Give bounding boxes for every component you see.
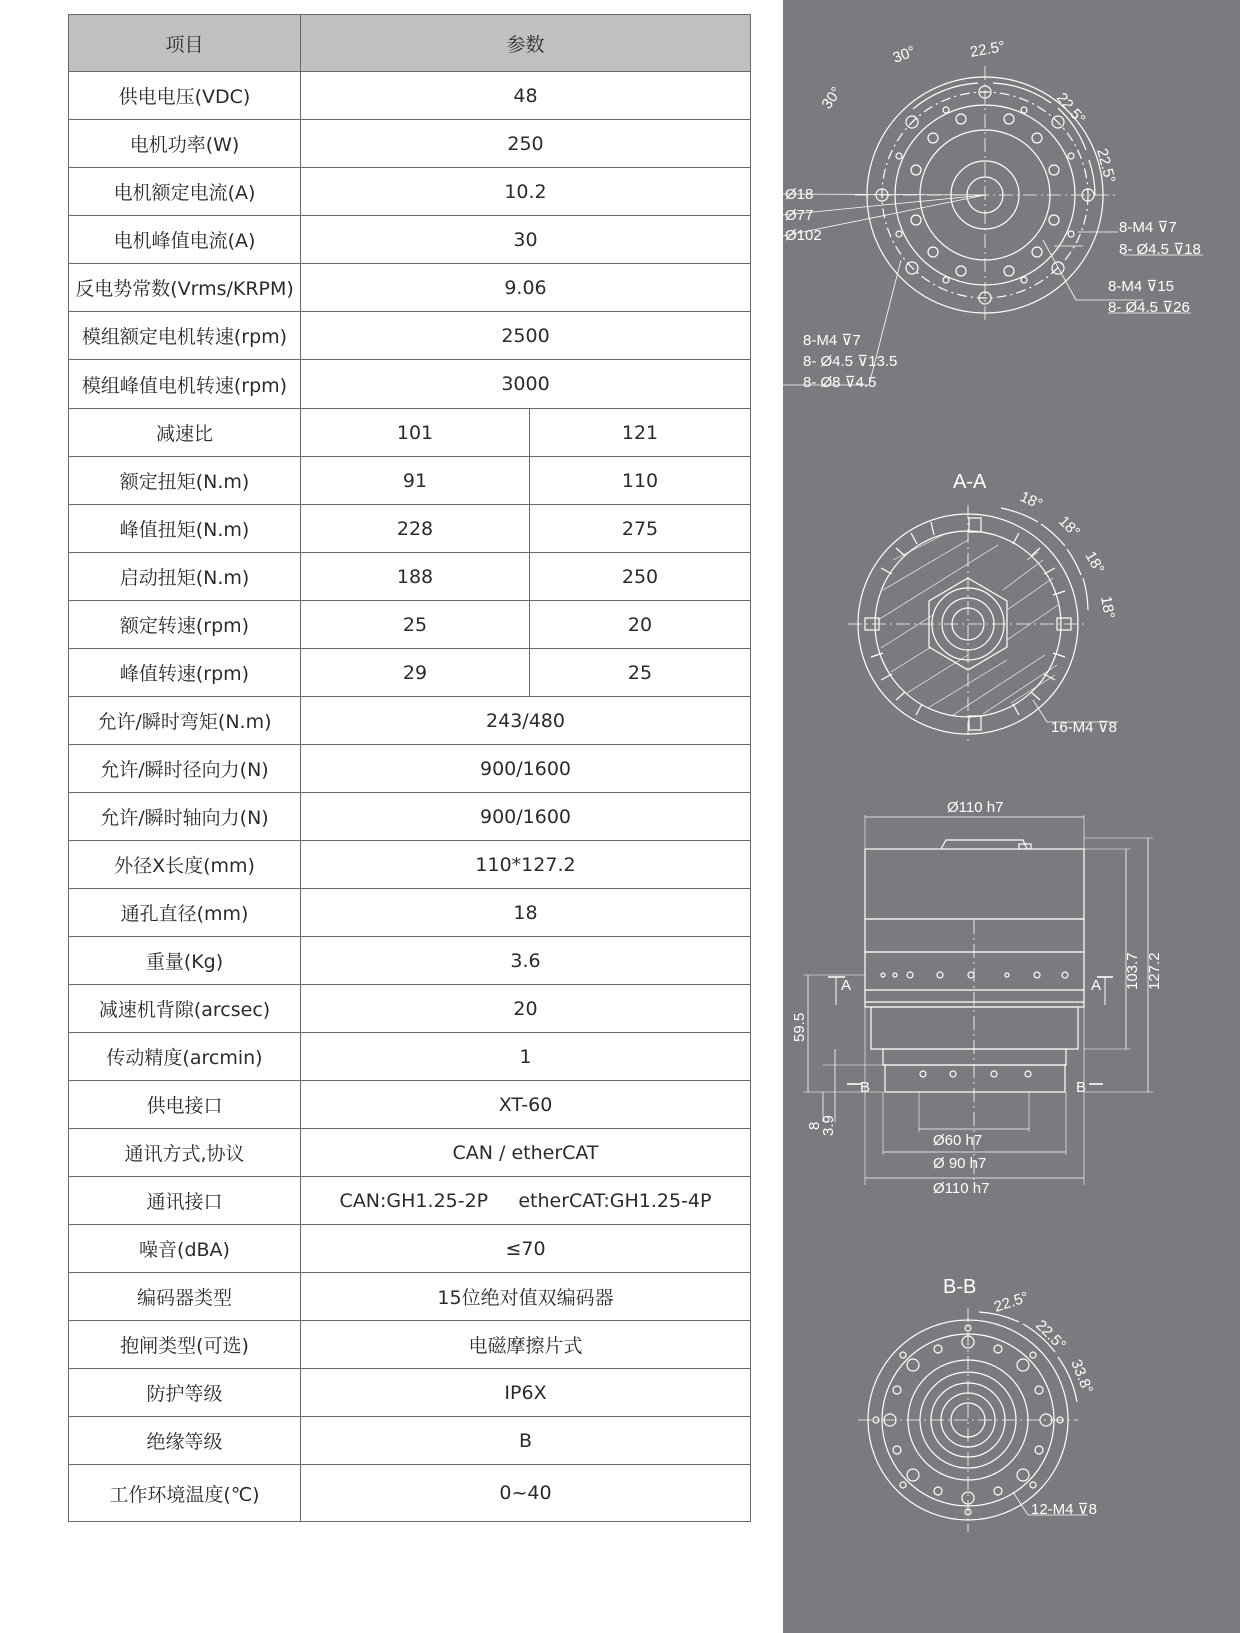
row-label: 防护等级: [69, 1369, 301, 1417]
row-value-1: 91: [301, 457, 530, 505]
table-row: [69, 793, 751, 841]
row-value: 110*127.2: [301, 841, 751, 889]
row-value: ≤70: [301, 1225, 751, 1273]
front-angle-4: 22.5°: [1052, 89, 1089, 128]
row-label: 减速机背隙(arcsec): [69, 985, 301, 1033]
table-row: [69, 360, 751, 409]
table-row: [69, 1177, 751, 1225]
row-value: IP6X: [301, 1369, 751, 1417]
table-row: [69, 1417, 751, 1465]
aa-angle-2: 18°: [1055, 512, 1084, 541]
table-row: [69, 649, 751, 697]
table-row: [69, 409, 751, 457]
row-value: XT-60: [301, 1081, 751, 1129]
row-value: 10.2: [301, 168, 751, 216]
row-label: 通讯方式,协议: [69, 1129, 301, 1177]
row-label: 编码器类型: [69, 1273, 301, 1321]
table-row: [69, 1033, 751, 1081]
side-dim-top: Ø110 h7: [947, 799, 1004, 816]
row-value: 3.6: [301, 937, 751, 985]
table-row: [69, 601, 751, 649]
side-dim-l1: 59.5: [791, 1012, 808, 1042]
row-value-2: 20: [530, 601, 751, 649]
side-view-labels: [791, 799, 1163, 1197]
row-value-1: 25: [301, 601, 530, 649]
table-row: [69, 120, 751, 168]
row-label: 模组峰值电机转速(rpm): [69, 360, 301, 409]
front-thread-3c: 8- Ø8 ⊽4.5: [803, 374, 877, 391]
row-label: 反电势常数(Vrms/KRPM): [69, 264, 301, 312]
table-row: [69, 697, 751, 745]
row-label: 额定扭矩(N.m): [69, 457, 301, 505]
row-value: 3000: [301, 360, 751, 409]
row-value: 15位绝对值双编码器: [301, 1273, 751, 1321]
row-value: 18: [301, 889, 751, 937]
table-row: [69, 457, 751, 505]
technical-drawings: [783, 0, 1240, 1633]
aa-angle-1: 18°: [1017, 488, 1046, 514]
table-header-row: [69, 15, 751, 72]
aa-angle-3: 18°: [1081, 548, 1108, 577]
front-dim-d77: Ø77: [785, 207, 814, 224]
row-label: 噪音(dBA): [69, 1225, 301, 1273]
row-label: 外径X长度(mm): [69, 841, 301, 889]
front-thread-3a: 8-M4 ⊽7: [803, 332, 861, 349]
front-angle-2: 22.5°: [968, 38, 1007, 61]
side-dim-l2: 8: [806, 1121, 823, 1130]
section-bb-title: B-B: [943, 1276, 977, 1298]
row-value: 900/1600: [301, 793, 751, 841]
front-thread-2b: 8- Ø4.5 ⊽26: [1108, 299, 1190, 316]
row-label: 峰值扭矩(N.m): [69, 505, 301, 553]
front-angle-1: 30°: [890, 43, 918, 67]
table-row: [69, 1225, 751, 1273]
table-row: [69, 1129, 751, 1177]
row-label: 传动精度(arcmin): [69, 1033, 301, 1081]
side-mark-b-left: B: [860, 1079, 871, 1096]
table-row: [69, 168, 751, 216]
side-view-drawing: [803, 815, 1153, 1185]
row-value: CAN:GH1.25-2P etherCAT:GH1.25-4P: [301, 1177, 751, 1225]
header-param: 参数: [301, 15, 751, 72]
front-thread-1b: 8- Ø4.5 ⊽18: [1119, 241, 1201, 258]
row-value: 48: [301, 72, 751, 120]
table-row: [69, 216, 751, 264]
row-value: 900/1600: [301, 745, 751, 793]
row-label: 模组额定电机转速(rpm): [69, 312, 301, 360]
side-dim-b2: Ø 90 h7: [933, 1155, 987, 1172]
row-value: 9.06: [301, 264, 751, 312]
table-row: [69, 889, 751, 937]
row-label: 电机峰值电流(A): [69, 216, 301, 264]
section-bb-labels: [943, 1276, 1097, 1518]
drawing-panel: [783, 0, 1240, 1633]
row-label: 启动扭矩(N.m): [69, 553, 301, 601]
table-row: [69, 1273, 751, 1321]
row-value: B: [301, 1417, 751, 1465]
bb-angle-1: 22.5°: [991, 1288, 1031, 1316]
row-label: 允许/瞬时径向力(N): [69, 745, 301, 793]
front-thread-1a: 8-M4 ⊽7: [1119, 219, 1177, 236]
table-row: [69, 312, 751, 360]
row-label: 电机额定电流(A): [69, 168, 301, 216]
header-item: 项目: [69, 15, 301, 72]
row-label: 减速比: [69, 409, 301, 457]
row-label: 抱闸类型(可选): [69, 1321, 301, 1369]
table-row: [69, 553, 751, 601]
front-dim-d102: Ø102: [785, 227, 822, 244]
table-row: [69, 1465, 751, 1522]
row-value-1: 228: [301, 505, 530, 553]
row-label: 通讯接口: [69, 1177, 301, 1225]
row-label: 工作环境温度(℃): [69, 1465, 301, 1522]
row-value-2: 110: [530, 457, 751, 505]
side-mark-a-right: A: [1091, 977, 1102, 994]
row-value-2: 121: [530, 409, 751, 457]
row-label: 供电接口: [69, 1081, 301, 1129]
side-mark-a-left: A: [841, 977, 852, 994]
row-value-2: 250: [530, 553, 751, 601]
table-row: [69, 1369, 751, 1417]
row-value: 0~40: [301, 1465, 751, 1522]
row-label: 电机功率(W): [69, 120, 301, 168]
row-value-2: 25: [530, 649, 751, 697]
row-value: 电磁摩擦片式: [301, 1321, 751, 1369]
side-dim-h1: 103.7: [1124, 952, 1141, 990]
aa-thread: 16-M4 ⊽8: [1051, 719, 1118, 736]
row-label: 绝缘等级: [69, 1417, 301, 1465]
bb-thread: 12-M4 ⊽8: [1031, 1501, 1098, 1518]
side-dim-l3: 3.9: [820, 1115, 837, 1136]
row-label: 供电电压(VDC): [69, 72, 301, 120]
spec-table: [68, 14, 751, 1522]
side-holes: [881, 972, 1068, 1077]
front-thread-2a: 8-M4 ⊽15: [1108, 278, 1175, 295]
row-value: 250: [301, 120, 751, 168]
table-row: [69, 985, 751, 1033]
row-label: 峰值转速(rpm): [69, 649, 301, 697]
table-row: [69, 841, 751, 889]
table-row: [69, 745, 751, 793]
row-value: 2500: [301, 312, 751, 360]
row-value: 20: [301, 985, 751, 1033]
row-value-2: 275: [530, 505, 751, 553]
row-label: 允许/瞬时轴向力(N): [69, 793, 301, 841]
front-dim-d18: Ø18: [785, 186, 814, 203]
aa-angle-4: 18°: [1097, 594, 1118, 621]
bb-angle-3: 33.8°: [1067, 1357, 1097, 1397]
row-value-1: 188: [301, 553, 530, 601]
table-row: [69, 264, 751, 312]
side-dim-b1: Ø60 h7: [933, 1132, 983, 1149]
table-row: [69, 505, 751, 553]
row-label: 重量(Kg): [69, 937, 301, 985]
row-value: 1: [301, 1033, 751, 1081]
row-value-1: 101: [301, 409, 530, 457]
row-value-1: 29: [301, 649, 530, 697]
row-label: 通孔直径(mm): [69, 889, 301, 937]
side-mark-b-right: B: [1076, 1079, 1087, 1096]
table-row: [69, 937, 751, 985]
front-thread-3b: 8- Ø4.5 ⊽13.5: [803, 353, 898, 370]
front-angle-3: 30°: [818, 83, 846, 113]
row-label: 额定转速(rpm): [69, 601, 301, 649]
row-label: 允许/瞬时弯矩(N.m): [69, 697, 301, 745]
row-value: 30: [301, 216, 751, 264]
section-aa-drawing: [848, 505, 1118, 742]
row-value: CAN / etherCAT: [301, 1129, 751, 1177]
section-aa-title: A-A: [953, 471, 987, 493]
table-row: [69, 72, 751, 120]
side-dim-b3: Ø110 h7: [933, 1180, 990, 1197]
table-row: [69, 1081, 751, 1129]
table-row: [69, 1321, 751, 1369]
front-angle-5: 22.5°: [1093, 146, 1119, 186]
side-dim-h2: 127.2: [1146, 952, 1163, 990]
row-value: 243/480: [301, 697, 751, 745]
bb-angle-2: 22.5°: [1032, 1316, 1070, 1354]
front-view-labels: [785, 38, 1201, 391]
